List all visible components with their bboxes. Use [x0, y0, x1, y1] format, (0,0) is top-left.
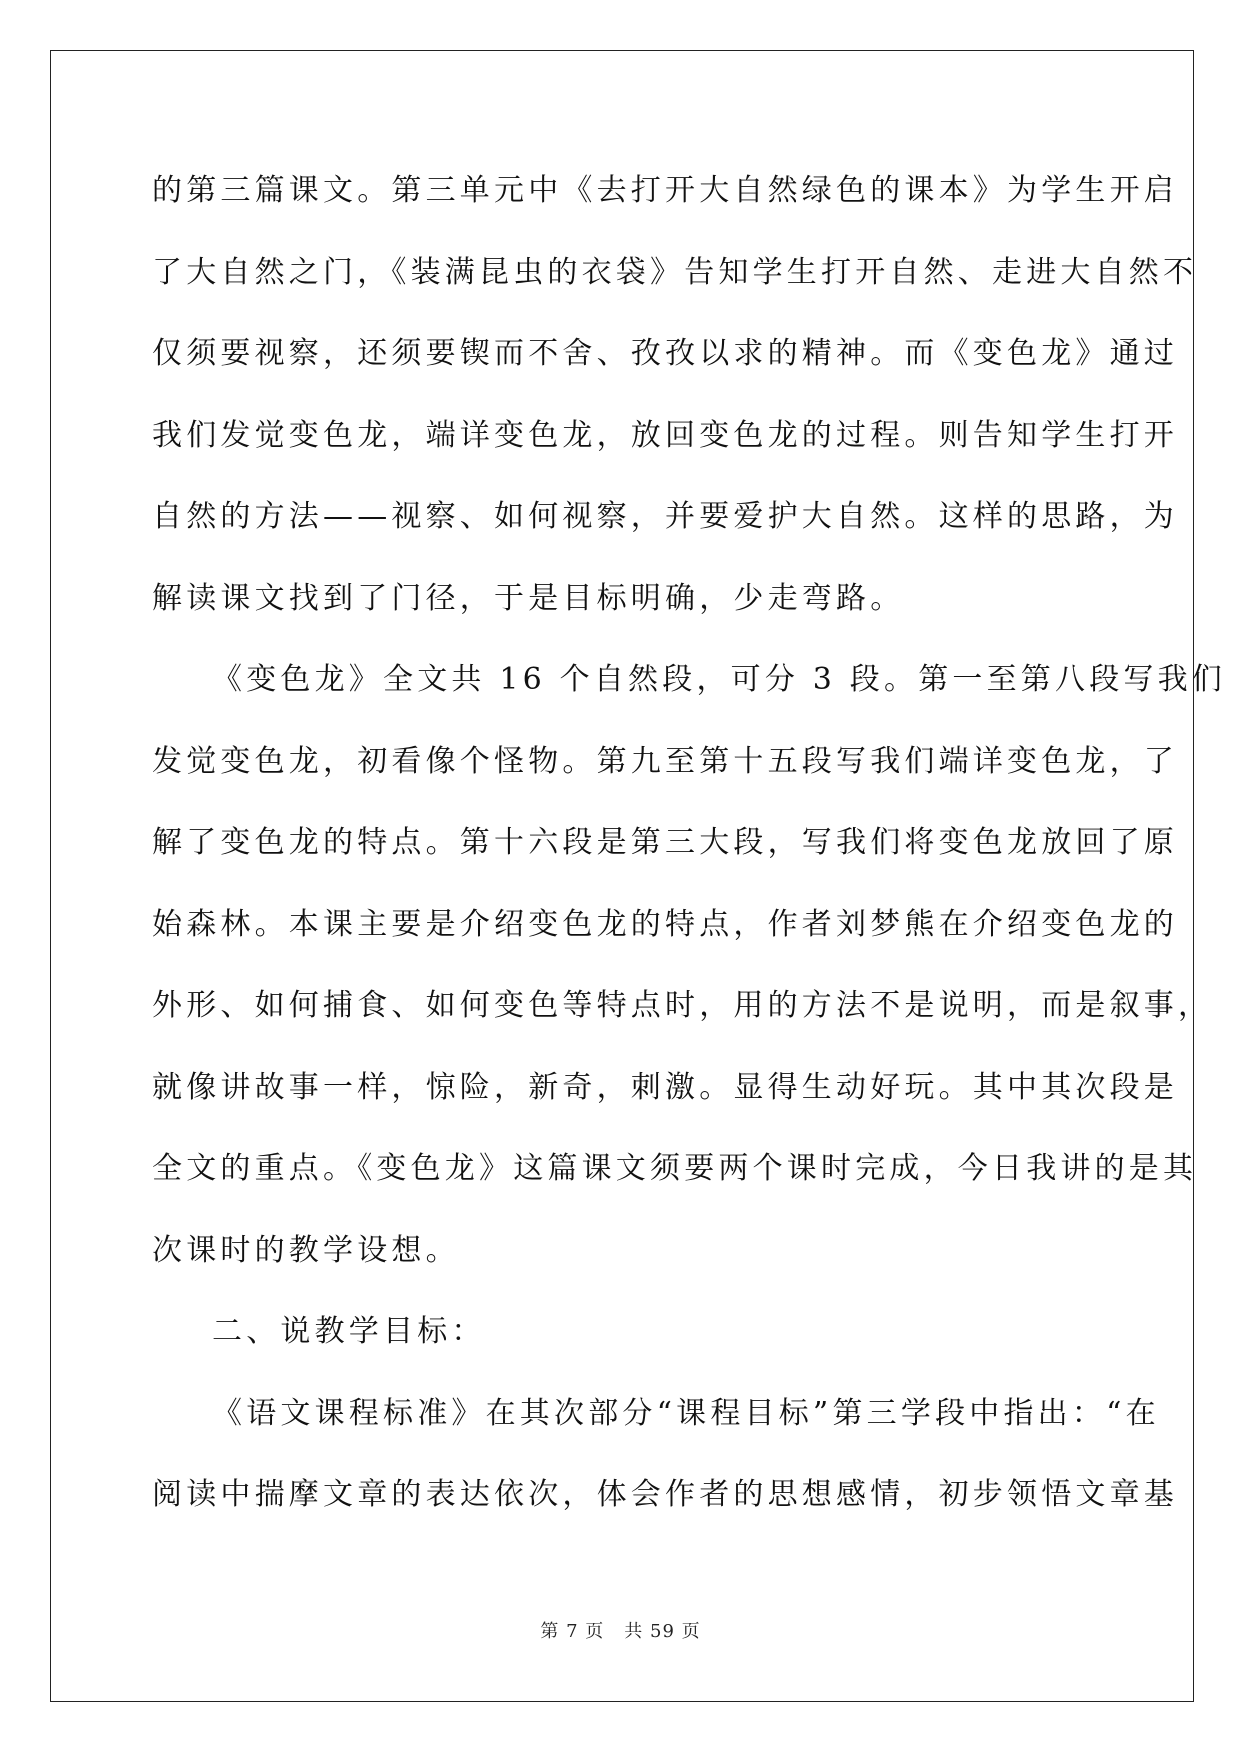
text-line: 我们发觉变色龙，端详变色龙，放回变色龙的过程。则告知学生打开 [152, 417, 1178, 453]
text-line: 就像讲故事一样，惊险，新奇，刺激。显得生动好玩。其中其次段是 [152, 1069, 1178, 1105]
text-line: 《语文课程标准》在其次部分“课程目标”第三学段中指出：“在 [212, 1395, 1160, 1431]
text-line: 解了变色龙的特点。第十六段是第三大段，写我们将变色龙放回了原 [152, 825, 1178, 860]
text-line: 二、说教学目标： [212, 1314, 486, 1349]
page-footer [0, 1617, 1241, 1643]
text-line: 全文的重点。《变色龙》这篇课文须要两个课时完成，今日我讲的是其 [152, 1151, 1198, 1186]
page-total: 共 59 页 [624, 1621, 701, 1642]
text-line: 外形、如何捕食、如何变色等特点时，用的方法不是说明，而是叙事， [152, 988, 1213, 1023]
document-body [152, 150, 1227, 1536]
text-line: 发觉变色龙，初看像个怪物。第九至第十五段写我们端详变色龙，了 [152, 743, 1178, 779]
text-line: 解读课文找到了门径，于是目标明确，少走弯路。 [152, 580, 905, 616]
text-line: 次课时的教学设想。 [152, 1232, 460, 1268]
page-number: 第 7 页 [540, 1621, 605, 1642]
text-line: 阅读中揣摩文章的表达依次，体会作者的思想感情，初步领悟文章基 [152, 1477, 1178, 1512]
text-line: 的第三篇课文。第三单元中《去打开大自然绿色的课本》为学生开启 [152, 173, 1178, 208]
text-line: 《变色龙》全文共 16 个自然段，可分 3 段。第一至第八段写我们 [212, 662, 1227, 697]
text-line: 自然的方法——视察、如何视察，并要爱护大自然。这样的思路，为 [152, 499, 1178, 534]
text-line: 始森林。本课主要是介绍变色龙的特点，作者刘梦熊在介绍变色龙的 [152, 906, 1178, 942]
text-line: 仅须要视察，还须要锲而不舍、孜孜以求的精神。而《变色龙》通过 [152, 336, 1178, 371]
text-line: 了大自然之门，《装满昆虫的衣袋》告知学生打开自然、走进大自然不 [152, 254, 1198, 290]
